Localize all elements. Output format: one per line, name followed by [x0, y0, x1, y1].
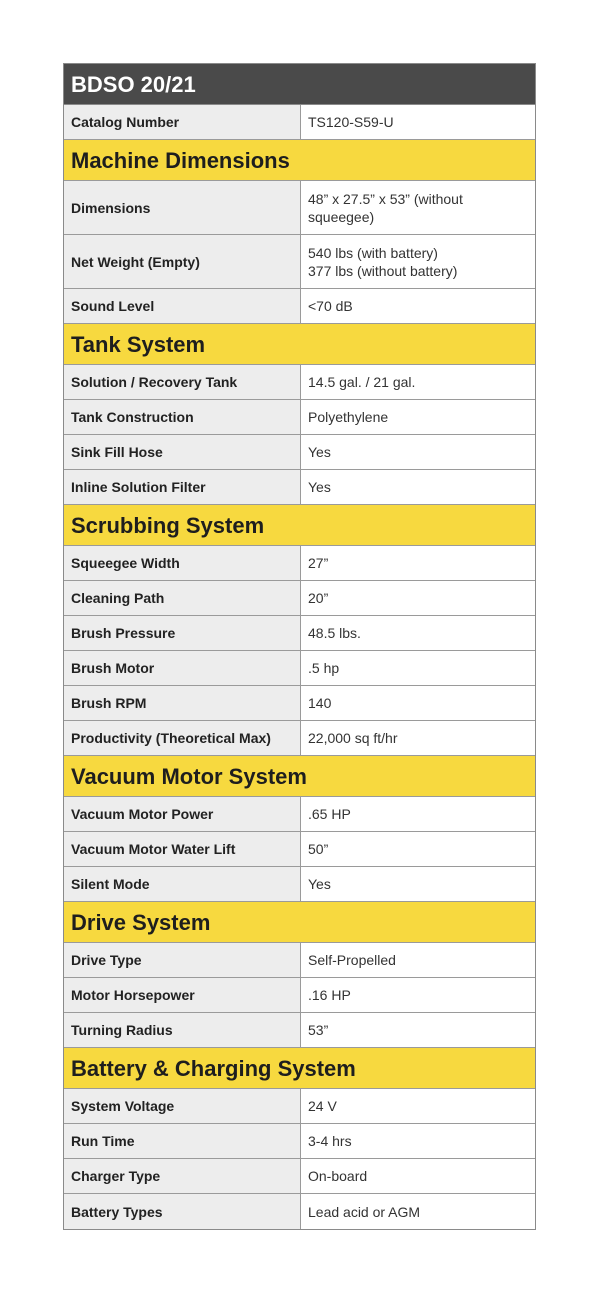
spec-value — [301, 400, 535, 434]
spec-row — [64, 943, 535, 978]
spec-value-line: On-board — [308, 1168, 368, 1184]
spec-row — [64, 470, 535, 505]
section-heading: Drive System — [64, 902, 535, 943]
spec-value-line: Polyethylene — [308, 409, 389, 425]
spec-label: Silent Mode — [64, 867, 301, 901]
spec-row — [64, 1194, 535, 1229]
spec-value-line: .16 HP — [308, 987, 351, 1003]
spec-value — [301, 435, 535, 469]
spec-label: Charger Type — [64, 1159, 301, 1193]
spec-value-line: 3-4 hrs — [308, 1133, 352, 1149]
spec-value-line: 20” — [308, 590, 329, 606]
spec-row — [64, 1089, 535, 1124]
spec-value-line: 540 lbs (with battery) — [308, 244, 438, 261]
spec-value — [301, 686, 535, 720]
spec-row — [64, 289, 535, 324]
spec-row — [64, 1013, 535, 1048]
spec-value — [301, 1194, 535, 1229]
spec-value — [301, 365, 535, 399]
spec-value-line: 53” — [308, 1022, 329, 1038]
spec-label: Dimensions — [64, 181, 301, 234]
spec-label: Productivity (Theoretical Max) — [64, 721, 301, 755]
section-heading: Vacuum Motor System — [64, 756, 535, 797]
spec-row — [64, 365, 535, 400]
spec-value-line: squeegee) — [308, 208, 375, 225]
spec-value — [301, 1089, 535, 1123]
spec-value — [301, 978, 535, 1012]
spec-value — [301, 1124, 535, 1158]
spec-value-line: 377 lbs (without battery) — [308, 262, 458, 279]
spec-value-line: Yes — [308, 444, 331, 460]
spec-row — [64, 616, 535, 651]
spec-row — [64, 435, 535, 470]
spec-label: Tank Construction — [64, 400, 301, 434]
spec-label: Brush RPM — [64, 686, 301, 720]
spec-row — [64, 978, 535, 1013]
spec-sheet-table — [63, 63, 536, 1230]
spec-value-line: 27” — [308, 555, 329, 571]
spec-row — [64, 1124, 535, 1159]
spec-row — [64, 797, 535, 832]
spec-sections — [64, 140, 535, 1229]
spec-value-line: 14.5 gal. / 21 gal. — [308, 374, 416, 390]
spec-label: Inline Solution Filter — [64, 470, 301, 504]
spec-row — [64, 181, 535, 235]
spec-value — [301, 721, 535, 755]
spec-value-line: 48.5 lbs. — [308, 625, 361, 641]
spec-label: Net Weight (Empty) — [64, 235, 301, 288]
spec-value — [301, 651, 535, 685]
spec-row — [64, 867, 535, 902]
spec-label: Brush Motor — [64, 651, 301, 685]
spec-label: Squeegee Width — [64, 546, 301, 580]
spec-value: TS120-S59-U — [301, 105, 535, 139]
spec-value — [301, 235, 535, 288]
spec-row-catalog-number — [64, 105, 535, 140]
spec-label: Sink Fill Hose — [64, 435, 301, 469]
spec-value — [301, 470, 535, 504]
spec-value-line: .65 HP — [308, 806, 351, 822]
spec-value — [301, 797, 535, 831]
spec-row — [64, 235, 535, 289]
spec-value — [301, 289, 535, 323]
section-heading: Scrubbing System — [64, 505, 535, 546]
spec-value-line: Yes — [308, 876, 331, 892]
spec-label: Cleaning Path — [64, 581, 301, 615]
spec-label: Solution / Recovery Tank — [64, 365, 301, 399]
spec-row — [64, 832, 535, 867]
spec-row — [64, 686, 535, 721]
spec-value-line: 50” — [308, 841, 329, 857]
spec-value-line: 140 — [308, 695, 332, 711]
spec-row — [64, 651, 535, 686]
spec-row — [64, 721, 535, 756]
spec-label: Vacuum Motor Power — [64, 797, 301, 831]
spec-value — [301, 1159, 535, 1193]
spec-value — [301, 181, 535, 234]
spec-row — [64, 1159, 535, 1194]
spec-row — [64, 400, 535, 435]
spec-value — [301, 943, 535, 977]
spec-label: Catalog Number — [64, 105, 301, 139]
spec-row — [64, 546, 535, 581]
spec-value — [301, 616, 535, 650]
spec-label: System Voltage — [64, 1089, 301, 1123]
spec-label: Run Time — [64, 1124, 301, 1158]
spec-label: Sound Level — [64, 289, 301, 323]
spec-label: Vacuum Motor Water Lift — [64, 832, 301, 866]
spec-value-line: 22,000 sq ft/hr — [308, 730, 398, 746]
section-heading: Tank System — [64, 324, 535, 365]
spec-label: Turning Radius — [64, 1013, 301, 1047]
spec-label: Brush Pressure — [64, 616, 301, 650]
spec-value-line: Yes — [308, 479, 331, 495]
spec-value-line: Self-Propelled — [308, 952, 396, 968]
spec-value-line: Lead acid or AGM — [308, 1203, 421, 1220]
spec-value-line: .5 hp — [308, 660, 340, 676]
section-heading: Battery & Charging System — [64, 1048, 535, 1089]
spec-value-line: 24 V — [308, 1098, 337, 1114]
spec-row — [64, 581, 535, 616]
spec-sheet-title: BDSO 20/21 — [64, 64, 535, 105]
spec-label: Drive Type — [64, 943, 301, 977]
spec-value — [301, 1013, 535, 1047]
spec-value-line: 48” x 27.5” x 53” (without — [308, 190, 463, 207]
spec-value-line: <70 dB — [308, 298, 353, 314]
spec-label: Motor Horsepower — [64, 978, 301, 1012]
spec-value — [301, 867, 535, 901]
spec-value — [301, 581, 535, 615]
spec-value — [301, 832, 535, 866]
section-heading: Machine Dimensions — [64, 140, 535, 181]
spec-value — [301, 546, 535, 580]
spec-label: Battery Types — [64, 1194, 301, 1229]
